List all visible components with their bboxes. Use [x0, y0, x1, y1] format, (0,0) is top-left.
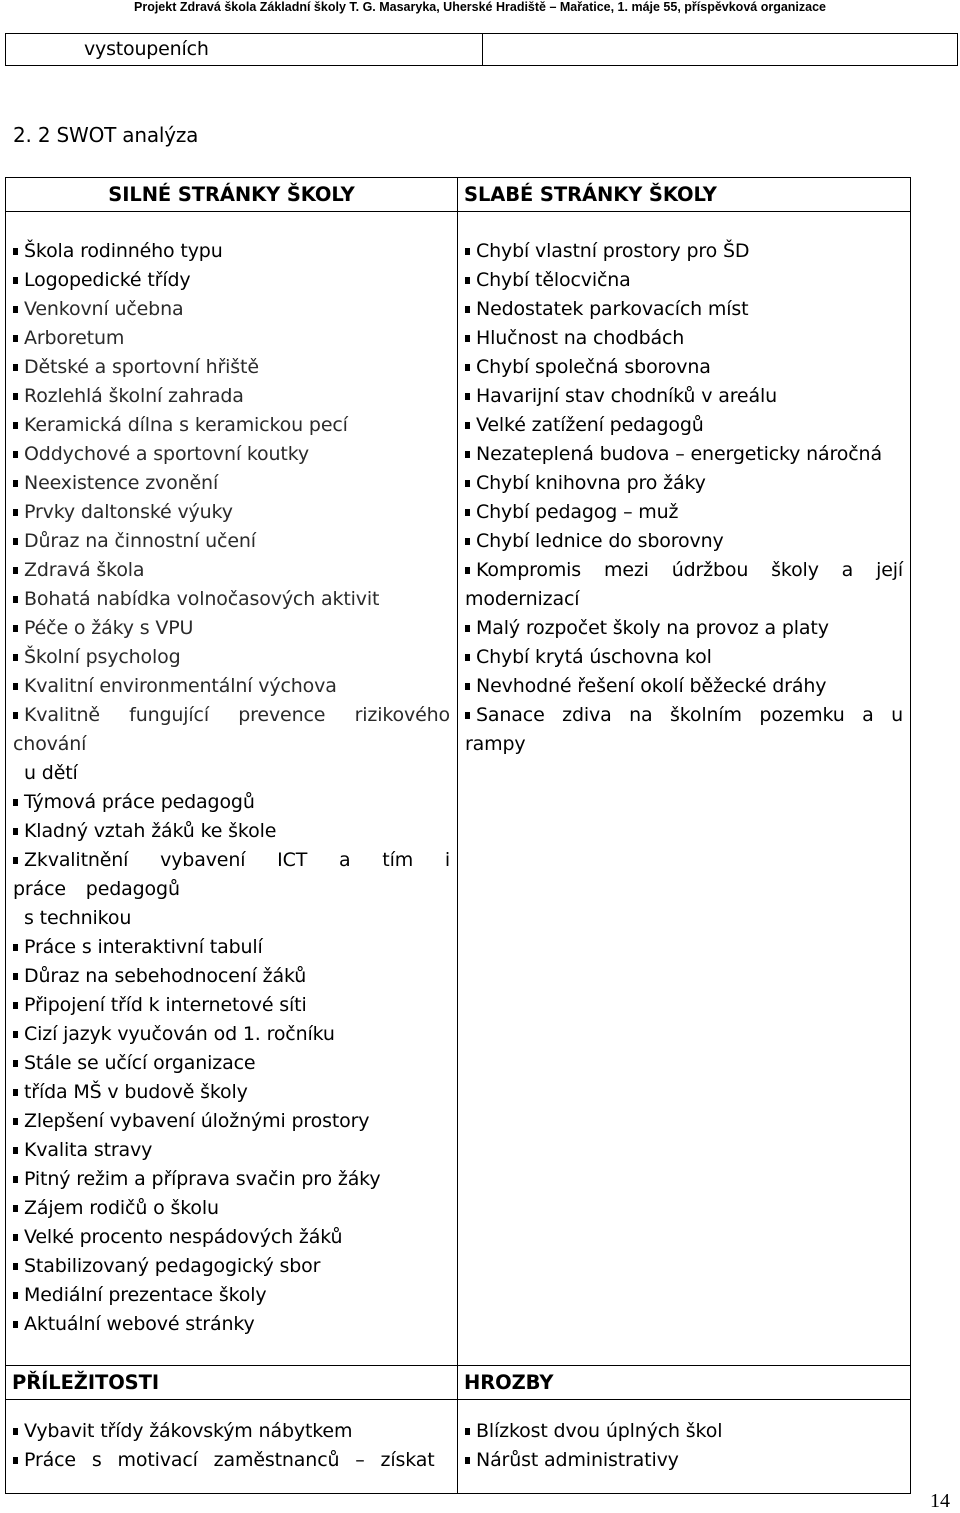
bullet-icon: [465, 480, 470, 487]
list-item: Chybí společná sborovna: [465, 353, 903, 382]
list-item: Chybí lednice do sborovny: [465, 527, 903, 556]
strengths-cell: [6, 212, 458, 1366]
opportunities-list: [13, 1417, 450, 1475]
bullet-icon: [13, 1147, 18, 1154]
list-item: Logopedické třídy: [13, 266, 450, 295]
bullet-icon: [465, 625, 470, 632]
bullet-icon: [13, 1428, 18, 1435]
list-item: Kompromis mezi údržbou školy a její modernizací: [465, 559, 903, 610]
bullet-icon: [13, 973, 18, 980]
page-number: 14: [930, 1490, 950, 1512]
page-header: Projekt Zdravá škola Základní školy T. G. Masaryka, Uherské Hradiště – Mařatice, 1. máje 55, příspěvková organizace: [134, 0, 826, 14]
list-item: Týmová práce pedagogů: [13, 788, 450, 817]
bullet-icon: [13, 1176, 18, 1183]
list-item: Zdravá škola: [13, 556, 450, 585]
weaknesses-cell: [458, 212, 911, 1366]
bullet-icon: [13, 596, 18, 603]
bullet-icon: [13, 1292, 18, 1299]
weaknesses-list: [465, 237, 903, 759]
bullet-icon: [465, 654, 470, 661]
list-item: Zájem rodičů o školu: [13, 1194, 450, 1223]
bullet-icon: [465, 538, 470, 545]
list-item: Chybí tělocvična: [465, 266, 903, 295]
list-item: Školní psycholog: [13, 643, 450, 672]
bullet-icon: [13, 393, 18, 400]
list-item: Připojení tříd k internetové síti: [13, 991, 450, 1020]
list-item: Pitný režim a příprava svačin pro žáky: [13, 1165, 450, 1194]
bullet-icon: [13, 799, 18, 806]
bullet-icon: [13, 828, 18, 835]
bullet-icon: [13, 364, 18, 371]
continuation-table: [5, 33, 958, 66]
list-item: Prvky daltonské výuky: [13, 498, 450, 527]
list-item: Malý rozpočet školy na provoz a platy: [465, 614, 903, 643]
bullet-icon: [13, 1031, 18, 1038]
list-item: Zkvalitnění vybavení ICT a tím i práce pedagogů: [13, 849, 450, 900]
list-item: Vybavit třídy žákovským nábytkem: [13, 1417, 450, 1446]
threats-header: [458, 1366, 911, 1400]
bullet-icon: [13, 857, 18, 864]
bullet-icon: [13, 654, 18, 661]
bullet-icon: [13, 277, 18, 284]
bullet-icon: [465, 422, 470, 429]
bullet-icon: [13, 480, 18, 487]
bullet-icon: [465, 393, 470, 400]
list-item: třída MŠ v budově školy: [13, 1078, 450, 1107]
opportunities-cell: [6, 1400, 458, 1494]
list-item: Arboretum: [13, 324, 450, 353]
list-item: Kvalitně fungující prevence rizikového chování: [13, 704, 450, 755]
bullet-icon: [13, 422, 18, 429]
list-item: Důraz na činnostní učení: [13, 527, 450, 556]
bullet-icon: [13, 712, 18, 719]
list-item: Nezateplená budova – energeticky náročná: [465, 440, 903, 469]
list-item: Nedostatek parkovacích míst: [465, 295, 903, 324]
list-item: Rozlehlá školní zahrada: [13, 382, 450, 411]
list-item: Zlepšení vybavení úložnými prostory: [13, 1107, 450, 1136]
list-item: Dětské a sportovní hřiště: [13, 353, 450, 382]
bullet-icon: [13, 1205, 18, 1212]
list-item: Stále se učící organizace: [13, 1049, 450, 1078]
bullet-icon: [13, 683, 18, 690]
list-item: Sanace zdiva na školním pozemku a u rampy: [465, 704, 903, 755]
bullet-icon: [13, 1002, 18, 1009]
strengths-title: SILNÉ STRÁNKY ŠKOLY: [108, 183, 355, 206]
list-item: Nárůst administrativy: [465, 1446, 903, 1475]
list-item: Venkovní učebna: [13, 295, 450, 324]
list-item: Péče o žáky s VPU: [13, 614, 450, 643]
swot-table: [5, 177, 911, 1494]
bullet-icon: [465, 306, 470, 313]
bullet-icon: [13, 248, 18, 255]
list-item: s technikou: [24, 907, 132, 929]
continuation-cell-right: [483, 34, 958, 66]
bullet-icon: [465, 509, 470, 516]
list-item: Neexistence zvonění: [13, 469, 450, 498]
threats-cell: [458, 1400, 911, 1494]
list-item: Práce s interaktivní tabulí: [13, 933, 450, 962]
threats-list: [465, 1417, 903, 1475]
bullet-icon: [465, 683, 470, 690]
list-item: Nevhodné řešení okolí běžecké dráhy: [465, 672, 903, 701]
bullet-icon: [465, 712, 470, 719]
list-item: Oddychové a sportovní koutky: [13, 440, 450, 469]
list-item: Kvalita stravy: [13, 1136, 450, 1165]
bullet-icon: [465, 1428, 470, 1435]
list-item: Bohatá nabídka volnočasových aktivit: [13, 585, 450, 614]
threats-title: HROZBY: [464, 1371, 554, 1394]
list-item: Chybí pedagog – muž: [465, 498, 903, 527]
continuation-cell-left: [6, 34, 483, 66]
list-item: Aktuální webové stránky: [13, 1310, 450, 1339]
continuation-text: vystoupeních: [84, 38, 209, 60]
bullet-icon: [13, 1089, 18, 1096]
bullet-icon: [465, 248, 470, 255]
list-item: Havarijní stav chodníků v areálu: [465, 382, 903, 411]
list-item: Kladný vztah žáků ke škole: [13, 817, 450, 846]
bullet-icon: [465, 364, 470, 371]
list-item: Práce s motivací zaměstnanců – získat: [13, 1446, 450, 1475]
list-item: Hlučnost na chodbách: [465, 324, 903, 353]
bullet-icon: [13, 451, 18, 458]
bullet-icon: [465, 567, 470, 574]
list-item: u dětí: [24, 762, 78, 784]
bullet-icon: [13, 538, 18, 545]
list-item: Cizí jazyk vyučován od 1. ročníku: [13, 1020, 450, 1049]
bullet-icon: [465, 277, 470, 284]
bullet-icon: [465, 451, 470, 458]
strengths-header: [6, 178, 458, 212]
list-item: Chybí vlastní prostory pro ŠD: [465, 237, 903, 266]
list-item: Chybí krytá úschovna kol: [465, 643, 903, 672]
bullet-icon: [13, 625, 18, 632]
section-title: 2. 2 SWOT analýza: [13, 123, 199, 147]
list-item: Blízkost dvou úplných škol: [465, 1417, 903, 1446]
bullet-icon: [13, 1263, 18, 1270]
weaknesses-header: [458, 178, 911, 212]
strengths-list: [13, 237, 450, 1339]
opportunities-header: [6, 1366, 458, 1400]
list-item: Chybí knihovna pro žáky: [465, 469, 903, 498]
bullet-icon: [13, 335, 18, 342]
list-item: Důraz na sebehodnocení žáků: [13, 962, 450, 991]
list-item: Stabilizovaný pedagogický sbor: [13, 1252, 450, 1281]
bullet-icon: [465, 335, 470, 342]
list-item: Mediální prezentace školy: [13, 1281, 450, 1310]
bullet-icon: [13, 1234, 18, 1241]
bullet-icon: [13, 306, 18, 313]
bullet-icon: [465, 1457, 470, 1464]
list-item: Škola rodinného typu: [13, 237, 450, 266]
list-item: Keramická dílna s keramickou pecí: [13, 411, 450, 440]
bullet-icon: [13, 1457, 18, 1464]
bullet-icon: [13, 567, 18, 574]
bullet-icon: [13, 509, 18, 516]
opportunities-title: PŘÍLEŽITOSTI: [12, 1371, 159, 1394]
bullet-icon: [13, 1060, 18, 1067]
list-item: Kvalitní environmentální výchova: [13, 672, 450, 701]
bullet-icon: [13, 944, 18, 951]
list-item: Velké procento nespádových žáků: [13, 1223, 450, 1252]
bullet-icon: [13, 1321, 18, 1328]
weaknesses-title: SLABÉ STRÁNKY ŠKOLY: [464, 183, 717, 206]
bullet-icon: [13, 1118, 18, 1125]
list-item: Velké zatížení pedagogů: [465, 411, 903, 440]
